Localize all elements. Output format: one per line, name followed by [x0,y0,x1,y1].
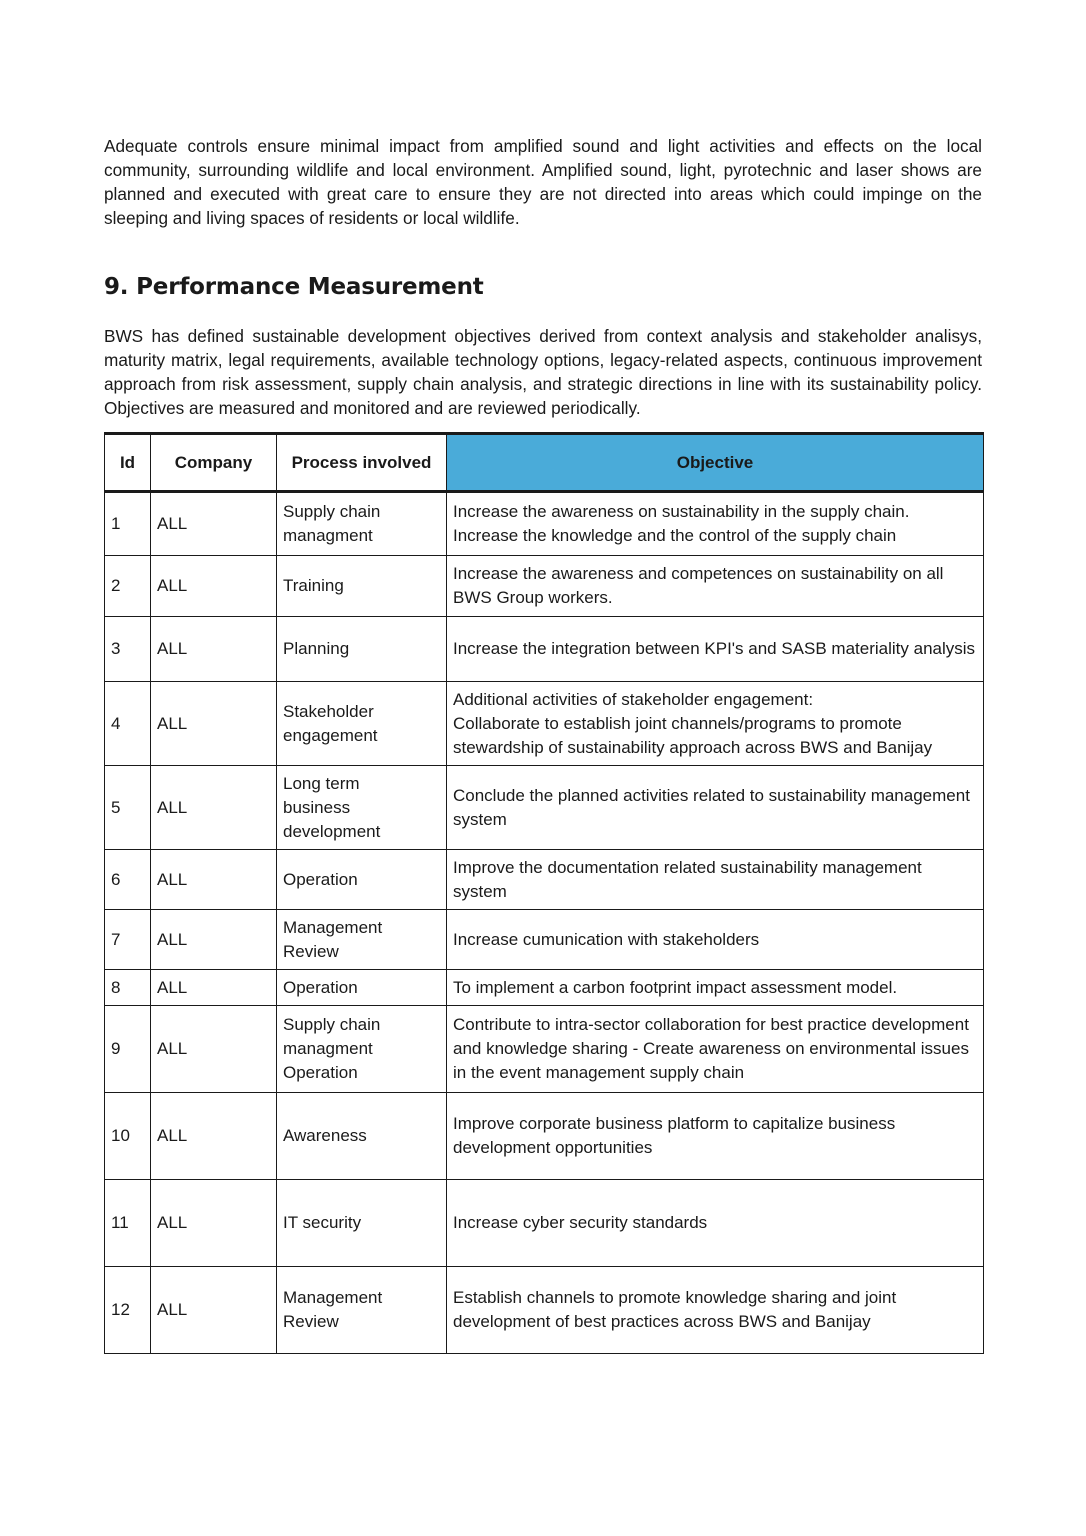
cell-process: Operation [277,970,447,1006]
cell-objective: Contribute to intra-sector collaboration for best practice development and knowledge sharing - Create awareness on environmental issues in the event management supply chain [447,1006,984,1093]
cell-company: ALL [151,556,277,617]
table-header-row [105,434,984,492]
cell-company: ALL [151,970,277,1006]
header-id: Id [105,434,151,492]
table-row [105,682,984,766]
cell-id: 3 [105,617,151,682]
cell-objective: Improve corporate business platform to capitalize business development opportunities [447,1093,984,1180]
cell-objective: Improve the documentation related sustainability management system [447,850,984,910]
section-title: 9. Performance Measurement [104,274,484,300]
cell-company: ALL [151,1180,277,1267]
header-company: Company [151,434,277,492]
table-row [105,1180,984,1267]
objectives-table [104,432,984,1354]
cell-id: 11 [105,1180,151,1267]
cell-objective: Increase cyber security standards [447,1180,984,1267]
cell-objective: Additional activities of stakeholder engagement: Collaborate to establish joint channels/programs to promote stewardship of sustainability approach across BWS and Banijay [447,682,984,766]
cell-objective: Increase the integration between KPI's and SASB materiality analysis [447,617,984,682]
cell-id: 7 [105,910,151,970]
cell-company: ALL [151,492,277,556]
header-objective: Objective [447,434,984,492]
cell-process: Management Review [277,910,447,970]
cell-process: Training [277,556,447,617]
cell-company: ALL [151,1267,277,1354]
cell-process: Supply chain managment Operation [277,1006,447,1093]
cell-objective: Increase cumunication with stakeholders [447,910,984,970]
table-row [105,1006,984,1093]
cell-company: ALL [151,910,277,970]
table-row [105,492,984,556]
cell-id: 12 [105,1267,151,1354]
cell-process: Planning [277,617,447,682]
cell-objective: Increase the awareness and competences on sustainability on all BWS Group workers. [447,556,984,617]
section-paragraph: BWS has defined sustainable development objectives derived from context analysis and stakeholder analisys, maturity matrix, legal requirements, available technology options, legacy-related aspects, continuous improvement approach from risk assessment, supply chain analysis, and strategic directions in line with its sustainability policy. Objectives are measured and monitored and are reviewed periodically. [104,326,982,418]
cell-objective: Increase the awareness on sustainability in the supply chain. Increase the knowledge and the control of the supply chain [447,492,984,556]
table-row [105,910,984,970]
document-page [104,134,982,1354]
cell-id: 5 [105,766,151,850]
table-row [105,970,984,1006]
cell-objective: Conclude the planned activities related to sustainability management system [447,766,984,850]
intro-paragraph: Adequate controls ensure minimal impact from amplified sound and light activities and effects on the local community, surrounding wildlife and local environment. Amplified sound, light, pyrotechnic and laser shows are planned and executed with great care to ensure they are not directed into areas which could impinge on the sleeping and living spaces of residents or local wildlife. [104,136,982,228]
cell-id: 9 [105,1006,151,1093]
table-row [105,1267,984,1354]
cell-process: Supply chain managment [277,492,447,556]
cell-company: ALL [151,617,277,682]
table-row [105,556,984,617]
cell-process: Awareness [277,1093,447,1180]
cell-company: ALL [151,766,277,850]
cell-company: ALL [151,850,277,910]
cell-id: 8 [105,970,151,1006]
cell-id: 4 [105,682,151,766]
table-row [105,850,984,910]
table-row [105,617,984,682]
cell-process: Operation [277,850,447,910]
cell-process: Management Review [277,1267,447,1354]
cell-process: IT security [277,1180,447,1267]
cell-id: 10 [105,1093,151,1180]
cell-id: 2 [105,556,151,617]
cell-process: Stakeholder engagement [277,682,447,766]
cell-id: 6 [105,850,151,910]
table-row [105,1093,984,1180]
table-row [105,766,984,850]
cell-objective: To implement a carbon footprint impact assessment model. [447,970,984,1006]
cell-objective: Establish channels to promote knowledge sharing and joint development of best practices across BWS and Banijay [447,1267,984,1354]
header-process: Process involved [277,434,447,492]
cell-id: 1 [105,492,151,556]
cell-company: ALL [151,1093,277,1180]
cell-process: Long term business development [277,766,447,850]
cell-company: ALL [151,682,277,766]
cell-company: ALL [151,1006,277,1093]
